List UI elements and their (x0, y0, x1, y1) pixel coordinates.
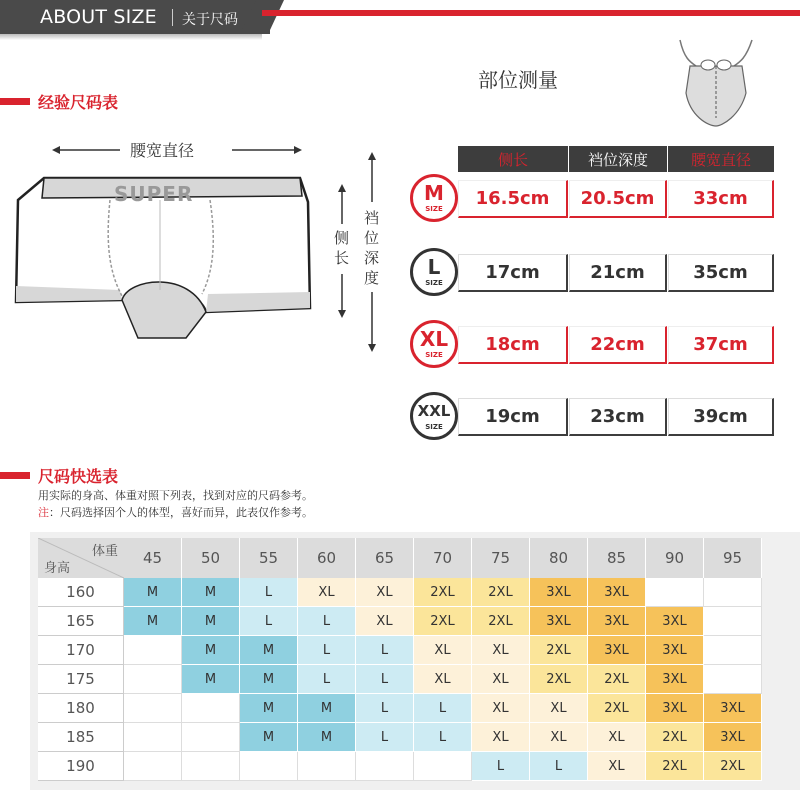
size-badge (410, 320, 458, 368)
brand-text: SUPER (114, 182, 194, 206)
header-waist-diameter: 腰宽直径 (668, 146, 774, 172)
size-cell (704, 578, 762, 607)
header-shadow (0, 34, 262, 40)
size-cell (356, 752, 414, 781)
size-value-cell: 37cm (668, 326, 774, 364)
height-row-label: 180 (38, 694, 124, 723)
size-cell: 3XL (588, 636, 646, 665)
size-cell: XL (588, 752, 646, 781)
size-cell (414, 752, 472, 781)
size-value-cell: 39cm (668, 398, 774, 436)
size-cell: 2XL (472, 607, 530, 636)
size-cell: 2XL (588, 665, 646, 694)
size-value-cell: 19cm (458, 398, 568, 436)
size-cell (704, 636, 762, 665)
size-cell (182, 752, 240, 781)
header-subtitle: 关于尺码 (182, 12, 238, 28)
size-cell: M (182, 607, 240, 636)
size-cell: 2XL (472, 578, 530, 607)
header-bar (0, 0, 800, 34)
section-title: 尺码快选表 (38, 467, 119, 486)
size-value-cell: 21cm (569, 254, 667, 292)
size-cell: 3XL (704, 723, 762, 752)
size-cell: XL (588, 723, 646, 752)
disclaimer-note (38, 504, 313, 520)
size-cell: XL (356, 607, 414, 636)
weight-header-cell: 75 (472, 538, 530, 578)
size-cell: M (182, 578, 240, 607)
size-cell (704, 607, 762, 636)
size-cell: XL (298, 578, 356, 607)
size-cell: XL (414, 665, 472, 694)
size-cell: M (124, 578, 182, 607)
size-cell: XL (472, 636, 530, 665)
size-cell (646, 578, 704, 607)
body-measure-illustration (660, 38, 770, 128)
crotch-label: 裆位深度 (364, 209, 380, 287)
size-value-cell: 17cm (458, 254, 568, 292)
size-cell: 3XL (530, 578, 588, 607)
size-badge-label: M (424, 181, 444, 205)
size-cell: 2XL (530, 665, 588, 694)
size-cell (182, 723, 240, 752)
size-badge-sub: SIZE (425, 351, 443, 359)
table-corner (38, 538, 124, 578)
size-cell: XL (472, 665, 530, 694)
size-cell: L (298, 607, 356, 636)
section-title: 经验尺码表 (38, 93, 119, 112)
size-cell: 3XL (646, 694, 704, 723)
size-cell: L (530, 752, 588, 781)
size-value-cell: 22cm (569, 326, 667, 364)
size-cell: 3XL (588, 578, 646, 607)
size-cell: L (414, 694, 472, 723)
size-badge (410, 174, 458, 222)
weight-header-cell: 85 (588, 538, 646, 578)
size-cell: XL (356, 578, 414, 607)
size-cell (704, 665, 762, 694)
size-cell: L (472, 752, 530, 781)
size-cell: L (356, 665, 414, 694)
height-row-label: 185 (38, 723, 124, 752)
note-text: ：尺码选择因个人的体型，喜好而异，此表仅作参考。 (49, 506, 313, 519)
size-cell: M (182, 665, 240, 694)
size-cell (124, 694, 182, 723)
weight-header-cell: 65 (356, 538, 414, 578)
size-cell: L (356, 723, 414, 752)
size-cell: M (240, 636, 298, 665)
size-cell: 2XL (704, 752, 762, 781)
size-cell (240, 752, 298, 781)
size-badge-sub: SIZE (425, 279, 443, 287)
size-cell (124, 636, 182, 665)
size-value-cell: 20.5cm (569, 180, 667, 218)
size-cell (124, 752, 182, 781)
weight-header-cell: 45 (124, 538, 182, 578)
section-experience-size-head (0, 90, 118, 113)
section-quick-size-head (0, 464, 118, 487)
height-row-label: 175 (38, 665, 124, 694)
weight-header-cell: 55 (240, 538, 298, 578)
size-cell: L (240, 578, 298, 607)
size-cell: L (298, 665, 356, 694)
header-side-length: 侧长 (458, 146, 568, 172)
height-row-label: 170 (38, 636, 124, 665)
size-value-cell: 16.5cm (458, 180, 568, 218)
size-cell: 2XL (646, 723, 704, 752)
size-cell: M (298, 694, 356, 723)
size-badge-sub: SIZE (425, 423, 443, 431)
size-cell: 2XL (646, 752, 704, 781)
size-cell (298, 752, 356, 781)
weight-header-cell: 50 (182, 538, 240, 578)
height-row-label: 165 (38, 607, 124, 636)
header-separator (172, 9, 173, 26)
size-value-cell: 35cm (668, 254, 774, 292)
size-value-cell: 18cm (458, 326, 568, 364)
size-cell: 3XL (704, 694, 762, 723)
size-cell: L (240, 607, 298, 636)
section-bar (0, 98, 30, 105)
size-cell: M (182, 636, 240, 665)
weight-header-cell: 95 (704, 538, 762, 578)
size-badge-label: XXL (417, 402, 451, 420)
size-cell: L (298, 636, 356, 665)
size-cell: XL (472, 723, 530, 752)
header-red-line (262, 10, 800, 16)
size-cell: L (356, 636, 414, 665)
size-cell: 3XL (646, 636, 704, 665)
side-label: 侧长 (334, 229, 350, 267)
weight-header-cell: 90 (646, 538, 704, 578)
size-badge (410, 248, 458, 296)
size-badge-label: L (427, 255, 441, 279)
weight-header-cell: 70 (414, 538, 472, 578)
waist-label: 腰宽直径 (130, 141, 195, 160)
size-badge-label: XL (419, 327, 449, 351)
size-cell: M (240, 665, 298, 694)
weight-header-cell: 80 (530, 538, 588, 578)
size-cell: XL (472, 694, 530, 723)
measure-title: 部位测量 (478, 68, 558, 92)
size-cell: M (124, 607, 182, 636)
weight-header-cell: 60 (298, 538, 356, 578)
size-cell: 3XL (588, 607, 646, 636)
size-cell: 3XL (530, 607, 588, 636)
size-cell: XL (414, 636, 472, 665)
corner-weight-label: 体重 (91, 544, 118, 559)
height-row-label: 160 (38, 578, 124, 607)
height-row-label: 190 (38, 752, 124, 781)
size-cell: M (298, 723, 356, 752)
usage-note: 用实际的身高、体重对照下列表，找到对应的尺码参考。 (38, 489, 313, 502)
size-cell: 3XL (646, 665, 704, 694)
corner-height-label: 身高 (44, 561, 71, 576)
header-title: ABOUT SIZE (40, 6, 157, 28)
size-cell: XL (530, 723, 588, 752)
size-cell: 2XL (414, 578, 472, 607)
size-cell: 2XL (588, 694, 646, 723)
section-bar (0, 472, 30, 479)
note-label: 注 (38, 506, 49, 519)
size-cell (124, 665, 182, 694)
size-cell: 2XL (414, 607, 472, 636)
size-badge (410, 392, 458, 440)
size-cell: 2XL (530, 636, 588, 665)
size-value-cell: 33cm (668, 180, 774, 218)
size-cell: 3XL (646, 607, 704, 636)
size-badge-sub: SIZE (425, 205, 443, 213)
size-cell: M (240, 694, 298, 723)
size-cell (182, 694, 240, 723)
size-cell: XL (530, 694, 588, 723)
size-cell: M (240, 723, 298, 752)
header-crotch-depth: 裆位深度 (569, 146, 667, 172)
size-cell: L (356, 694, 414, 723)
size-value-cell: 23cm (569, 398, 667, 436)
size-cell: L (414, 723, 472, 752)
size-cell (124, 723, 182, 752)
